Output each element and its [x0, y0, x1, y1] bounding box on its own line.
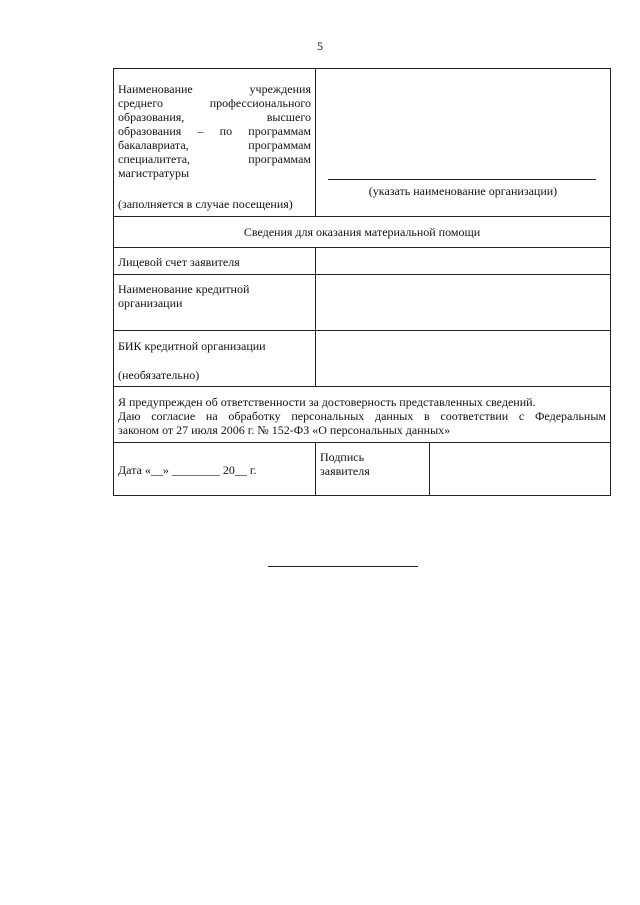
institution-input-cell[interactable]	[316, 69, 611, 217]
bik-label-cell	[114, 331, 316, 387]
consent-row	[114, 387, 611, 443]
institution-note: (заполняется в случае посещения)	[118, 197, 293, 211]
account-label-cell	[114, 248, 316, 275]
consent-cell	[114, 387, 611, 443]
institution-label-line: образования, высшего	[118, 110, 311, 124]
institution-label-line: образования – по программам	[118, 124, 311, 138]
institution-label-line: специалитета, программам	[118, 152, 311, 166]
consent-line: Даю согласие на обработку персональных данных в соответствии с Федеральным	[118, 409, 606, 423]
bik-value-cell[interactable]	[316, 331, 611, 387]
institution-row	[114, 69, 611, 217]
section-header-row	[114, 217, 611, 248]
signature-row	[114, 443, 611, 496]
organization-name-hint: (указать наименование организации)	[368, 184, 558, 198]
bank-label-line: Наименование кредитной	[118, 282, 250, 296]
signature-label-line: заявителя	[320, 464, 370, 478]
institution-label-line: бакалавриата, программам	[118, 138, 311, 152]
date-cell[interactable]	[114, 443, 316, 496]
consent-line: Я предупрежден об ответственности за достоверность представленных сведений.	[118, 395, 536, 409]
account-label: Лицевой счет заявителя	[118, 254, 240, 269]
account-row	[114, 248, 611, 275]
date-field[interactable]: Дата «__» ________ 20__ г.	[118, 462, 257, 477]
signature-value-cell[interactable]	[430, 443, 611, 496]
institution-label-line: Наименование учреждения	[118, 82, 311, 96]
institution-label-line: среднего профессионального	[118, 96, 311, 110]
signature-label-cell	[316, 443, 430, 496]
bik-row	[114, 331, 611, 387]
section-title: Сведения для оказания материальной помощи	[114, 217, 611, 248]
document-end-line	[268, 566, 418, 567]
institution-label-line: магистратуры	[118, 166, 190, 180]
organization-name-line[interactable]	[328, 179, 596, 180]
bank-label-line: организации	[118, 296, 183, 310]
account-value-cell[interactable]	[316, 248, 611, 275]
signature-label-line: Подпись	[320, 450, 365, 464]
bik-label: БИК кредитной организации	[118, 339, 266, 353]
bank-row	[114, 275, 611, 331]
application-form-table	[113, 68, 611, 496]
bik-note: (необязательно)	[118, 368, 200, 382]
bank-value-cell[interactable]	[316, 275, 611, 331]
consent-line: законом от 27 июля 2006 г. № 152-ФЗ «О персональных данных»	[118, 423, 451, 437]
bank-label-cell	[114, 275, 316, 331]
page-number: 5	[317, 39, 323, 53]
institution-label-cell	[114, 69, 316, 217]
